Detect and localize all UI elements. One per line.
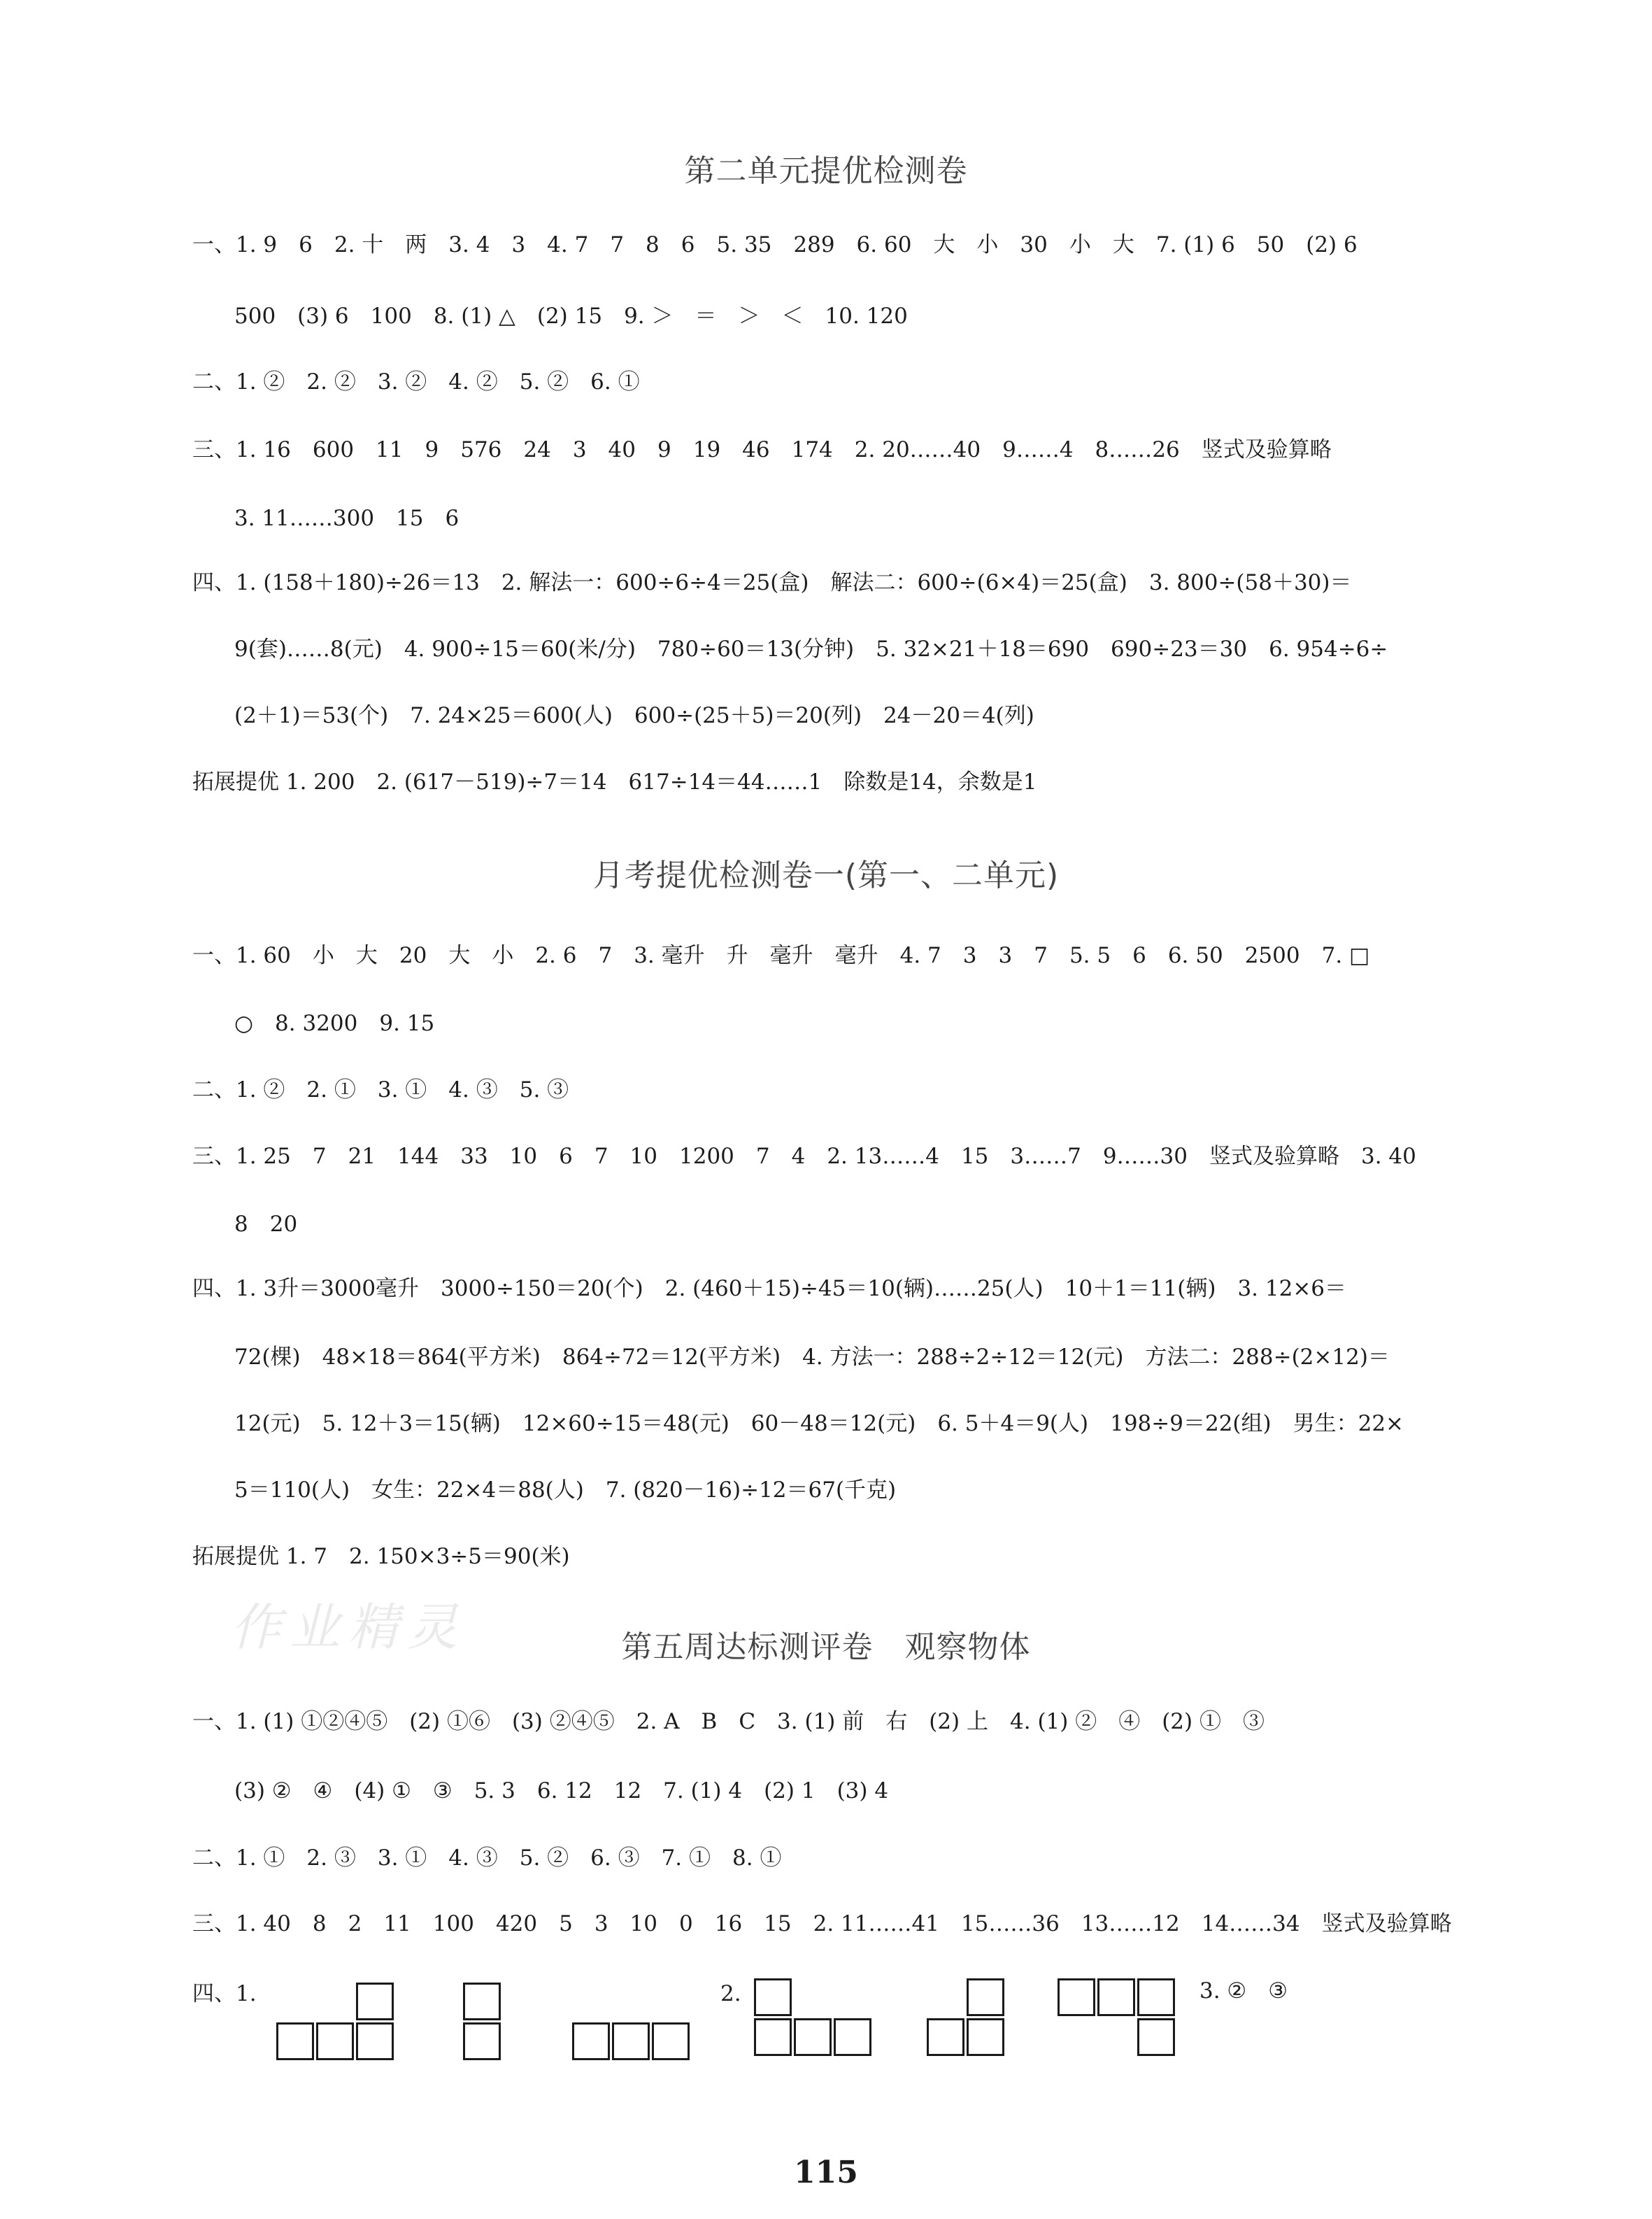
- answer-line: (3) ② ④ (4) ① ③ 5. 3 6. 12 12 7. (1) 4 (2) 1 (3) 4: [234, 1778, 889, 1803]
- answer-line: 拓展提优 1. 7 2. 150×3÷5＝90(米): [192, 1544, 570, 1569]
- answer-line: 拓展提优 1. 200 2. (617－519)÷7＝14 617÷14＝44……1 除数是14，余数是1: [192, 770, 1037, 795]
- answer-line: 3. 11……300 15 6: [234, 506, 460, 531]
- answer-line: 二、1. ② 2. ② 3. ② 4. ② 5. ② 6. ①: [192, 369, 640, 395]
- answer-line: 2.: [720, 1981, 741, 2006]
- section-title: 第二单元提优检测卷: [684, 153, 968, 189]
- answer-line: 二、1. ② 2. ① 3. ① 4. ③ 5. ③: [192, 1077, 569, 1103]
- page-number: 115: [794, 2155, 858, 2190]
- watermark: 作业精灵: [231, 1598, 467, 1657]
- answer-line: 72(棵) 48×18＝864(平方米) 864÷72＝12(平方米) 4. 方法一：288÷2÷12＝12(元) 方法二：288÷(2×12)＝: [234, 1345, 1390, 1370]
- answer-line: 500 (3) 6 100 8. (1) △ (2) 15 9. ＞ ＝ ＞ ＜ 10. 120: [234, 304, 908, 329]
- answer-line: 5＝110(人) 女生：22×4＝88(人) 7. (820－16)÷12＝67(千克): [234, 1477, 897, 1503]
- answer-line: 三、1. 16 600 11 9 576 24 3 40 9 19 46 174 2. 20……40 9……4 8……26 竖式及验算略: [192, 437, 1332, 462]
- answer-line: 一、1. 60 小 大 20 大 小 2. 6 7 3. 毫升 升 毫升 毫升 4. 7 3 3 7 5. 5 6 6. 50 2500 7. □: [192, 943, 1370, 968]
- section-title: 月考提优检测卷一(第一、二单元): [592, 858, 1060, 893]
- answer-line: 9(套)……8(元) 4. 900÷15＝60(米/分) 780÷60＝13(分钟) 5. 32×21＋18＝690 690÷23＝30 6. 954÷6÷: [234, 637, 1388, 662]
- answer-line: 一、1. 9 6 2. 十 两 3. 4 3 4. 7 7 8 6 5. 35 289 6. 60 大 小 30 小 大 7. (1) 6 50 (2) 6: [192, 232, 1358, 257]
- answer-line: 四、1. 3升＝3000毫升 3000÷150＝20(个) 2. (460＋15)÷45＝10(辆)……25(人) 10＋1＝11(辆) 3. 12×6＝: [192, 1276, 1347, 1301]
- answer-line: 一、1. (1) ①②④⑤ (2) ①⑥ (3) ②④⑤ 2. A B C 3. (1) 前 右 (2) 上 4. (1) ② ④ (2) ① ③: [192, 1709, 1265, 1734]
- section-title: 第五周达标测评卷 观察物体: [621, 1629, 1031, 1665]
- answer-line: 8 20: [234, 1212, 298, 1237]
- answer-line: 四、1.: [192, 1981, 257, 2006]
- answer-line: 12(元) 5. 12＋3＝15(辆) 12×60÷15＝48(元) 60－48＝12(元) 6. 5＋4＝9(人) 198÷9＝22(组) 男生：22×: [234, 1411, 1404, 1436]
- answer-line: (2＋1)＝53(个) 7. 24×25＝600(人) 600÷(25＋5)＝20(列) 24－20＝4(列): [234, 703, 1034, 728]
- answer-line: 三、1. 25 7 21 144 33 10 6 7 10 1200 7 4 2. 13……4 15 3……7 9……30 竖式及验算略 3. 40: [192, 1144, 1416, 1169]
- answer-line: 三、1. 40 8 2 11 100 420 5 3 10 0 16 15 2. 11……41 15……36 13……12 14……34 竖式及验算略: [192, 1911, 1452, 1936]
- answer-line: 3. ② ③: [1199, 1978, 1288, 2004]
- answer-line: ○ 8. 3200 9. 15: [234, 1011, 435, 1036]
- answer-line: 二、1. ① 2. ③ 3. ① 4. ③ 5. ② 6. ③ 7. ① 8. ①: [192, 1845, 782, 1871]
- answer-line: 四、1. (158＋180)÷26＝13 2. 解法一：600÷6÷4＝25(盒) 解法二：600÷(6×4)＝25(盒) 3. 800÷(58＋30)＝: [192, 570, 1352, 595]
